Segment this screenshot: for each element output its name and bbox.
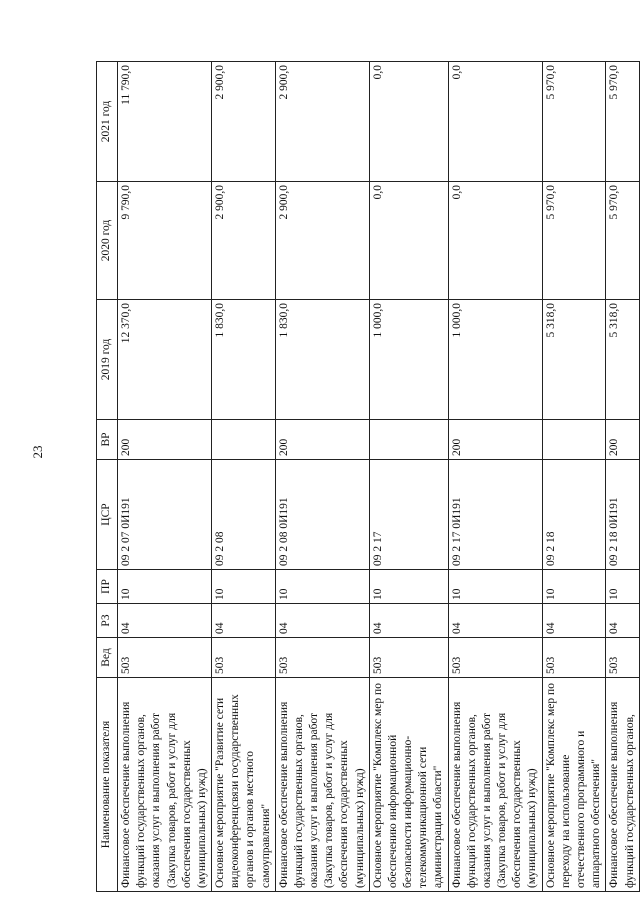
row-vr: 200 [606,420,639,460]
row-2020: 0,0 [369,182,448,300]
row-2021: 5 970,0 [606,62,639,182]
row-rz: 04 [118,604,212,638]
row-rz: 04 [448,604,542,638]
row-pr: 10 [369,570,448,604]
row-ved: 503 [448,638,542,678]
row-ved: 503 [606,638,639,678]
row-ved: 503 [369,638,448,678]
row-csr: 09 2 07 0И191 [118,460,212,570]
table-row [275,62,369,892]
row-vr [542,420,606,460]
row-csr: 09 2 17 [369,460,448,570]
row-2021: 2 900,0 [212,62,276,182]
header-vr: ВР [97,420,118,460]
row-csr: 09 2 08 0И191 [275,460,369,570]
header-row [97,62,118,892]
row-2019: 12 370,0 [118,300,212,420]
row-rz: 04 [275,604,369,638]
row-csr: 09 2 18 [542,460,606,570]
header-name: Наименование показателя [97,678,118,892]
header-2021: 2021 год [97,62,118,182]
row-2019: 1 000,0 [369,300,448,420]
row-2021: 2 900,0 [275,62,369,182]
row-name: Финансовое обеспечение выполнения функций государственных органов, [606,678,639,892]
table-row [448,62,542,892]
row-2021: 5 970,0 [542,62,606,182]
row-pr: 10 [542,570,606,604]
header-pr: ПР [97,570,118,604]
row-rz: 04 [212,604,276,638]
row-name: Финансовое обеспечение выполнения функций государственных органов, оказания услуг и выполнения работ (Закупка товаров, работ и услуг для обеспечения государственных (муниципальных) нужд) [118,678,212,892]
row-csr: 09 2 18 0И191 [606,460,639,570]
row-vr: 200 [275,420,369,460]
budget-table [96,61,640,892]
row-rz: 04 [369,604,448,638]
page-number: 23 [30,445,45,459]
row-2020: 0,0 [448,182,542,300]
row-ved: 503 [212,638,276,678]
row-rz: 04 [542,604,606,638]
row-ved: 503 [118,638,212,678]
row-name: Основное мероприятие "Развитие сети видеоконференцсвязи государственных органов и органов местного самоуправления" [212,678,276,892]
row-2020: 2 900,0 [275,182,369,300]
row-2019: 1 830,0 [212,300,276,420]
table-row [118,62,212,892]
row-name: Финансовое обеспечение выполнения функций государственных органов, оказания услуг и выполнения работ (Закупка товаров, работ и услуг для обеспечения государственных (муниципальных) нужд) [448,678,542,892]
header-2020: 2020 год [97,182,118,300]
row-ved: 503 [275,638,369,678]
header-2019: 2019 год [97,300,118,420]
row-pr: 10 [212,570,276,604]
table-row [542,62,606,892]
table-container [96,62,636,892]
row-vr [369,420,448,460]
header-csr: ЦСР [97,460,118,570]
header-ved: Вед [97,638,118,678]
row-2020: 2 900,0 [212,182,276,300]
table-row [212,62,276,892]
row-vr [212,420,276,460]
row-ved: 503 [542,638,606,678]
row-2019: 1 830,0 [275,300,369,420]
row-2020: 5 970,0 [606,182,639,300]
row-pr: 10 [275,570,369,604]
row-pr: 10 [606,570,639,604]
row-2019: 5 318,0 [606,300,639,420]
row-pr: 10 [118,570,212,604]
header-rz: РЗ [97,604,118,638]
row-vr: 200 [448,420,542,460]
table-row [606,62,639,892]
row-name: Финансовое обеспечение выполнения функций государственных органов, оказания услуг и выполнения работ (Закупка товаров, работ и услуг для обеспечения государственных (муниципальных) нужд) [275,678,369,892]
row-csr: 09 2 17 0И191 [448,460,542,570]
table-row [369,62,448,892]
row-name: Основное мероприятие "Комплекс мер по обеспечению информационной безопасности информационно-телекоммуникационной сети администрации области" [369,678,448,892]
row-rz: 04 [606,604,639,638]
row-2020: 9 790,0 [118,182,212,300]
row-csr: 09 2 08 [212,460,276,570]
row-vr: 200 [118,420,212,460]
row-2020: 5 970,0 [542,182,606,300]
row-2021: 0,0 [448,62,542,182]
row-2019: 5 318,0 [542,300,606,420]
row-pr: 10 [448,570,542,604]
row-2021: 0,0 [369,62,448,182]
row-name: Основное мероприятие "Комплекс мер по переходу на использование отечественного программного и аппаратного обеспечения" [542,678,606,892]
row-2019: 1 000,0 [448,300,542,420]
row-2021: 11 790,0 [118,62,212,182]
